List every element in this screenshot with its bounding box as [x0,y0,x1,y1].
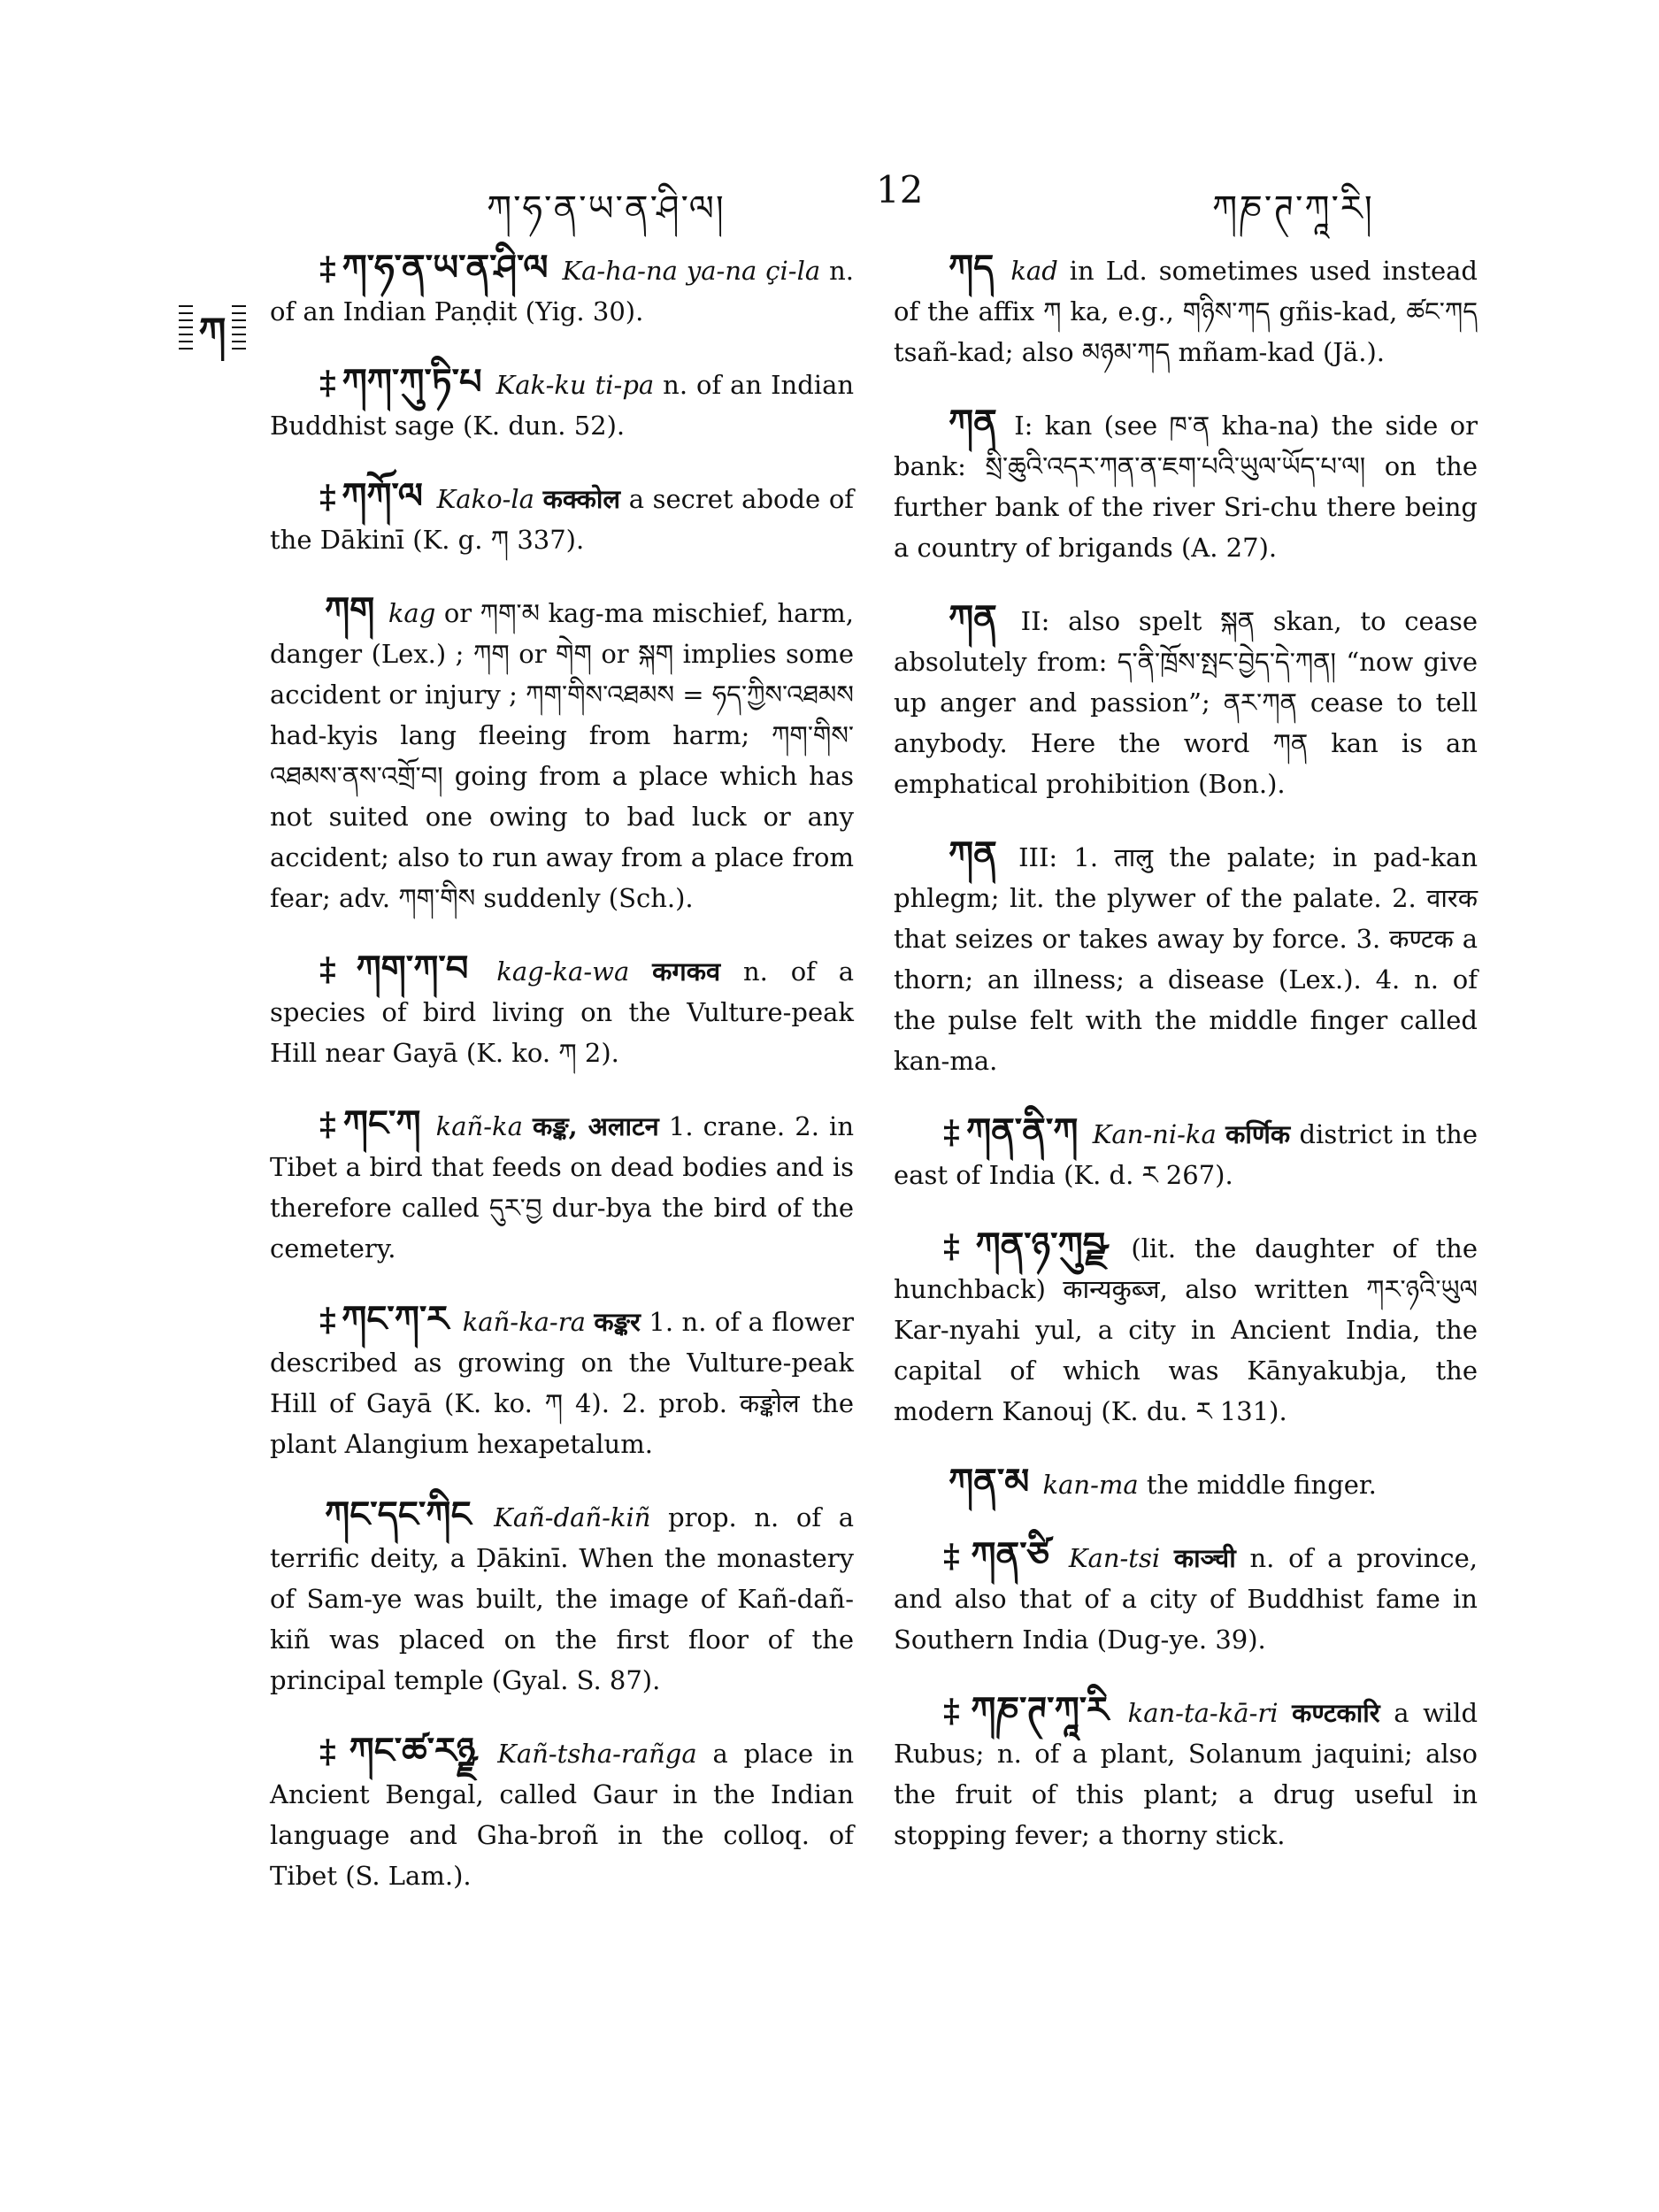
dagger-mark: ‡ [943,1538,966,1575]
definition-text: (lit. the daughter of the hunchback) कान्यकुब्ज, also written ཀར་ཉའི་ཡུལ Kar-nyahi yul, a city in Ancient India, the capital of which was Kānyakubja, the modern Kanouj (K. du. ར 131). [894,1233,1478,1426]
transliteration: kad [1010,256,1058,286]
definition-text: 1. crane. 2. in Tibet a bird that feeds on dead bodies and is therefore called དུར་བྱ dur-bya the bird of the cemetery. [270,1111,854,1263]
tibetan-headword: ཀད [949,247,995,288]
dictionary-entry [270,1299,854,1464]
dictionary-entry [894,1225,1478,1432]
dictionary-entry [270,1731,854,1896]
dagger-mark: ‡ [319,1733,344,1770]
definition-text: prop. n. of a terrific deity, a Ḍākinī. When the monastery of Sam-ye was built, the image of Kañ-dañ-kiñ was placed on the first floor of the principal temple (Gyal. S. 87). [270,1502,854,1695]
definition-text: a wild Rubus; n. of a plant, Solanum jaquini; also the fruit of this plant; a drug useful in stopping fever; a thorny stick. [894,1698,1479,1850]
transliteration: kañ-ka [435,1111,523,1141]
tibetan-headword: ཀན [949,402,997,443]
definition-text: n. of a province, and also that of a city of Buddhist fame in Southern India (Dug-ye. 39). [894,1543,1479,1655]
tibetan-headword: ཀང་ཚ་རཉྫ [349,1730,477,1771]
dagger-mark: ‡ [319,250,337,288]
transliteration: kañ-ka-ra [462,1307,586,1337]
sanskrit-equivalent: कण्टकारि [1292,1698,1380,1728]
transliteration: Kak-ku ti-pa [495,370,655,400]
svg-text:ཀ: ཀ [198,310,227,355]
dictionary-entry [894,1111,1478,1195]
definition-text: district in the east of India (K. d. ར 267). [894,1119,1478,1190]
dictionary-entry [894,403,1478,568]
sanskrit-equivalent: कक्कोल [542,484,621,514]
dictionary-entry [270,476,854,560]
dictionary-entry [894,1462,1478,1505]
tibetan-headword: ཀན [949,833,997,875]
dagger-mark: ‡ [943,1228,971,1265]
left-column [270,248,854,1926]
dagger-mark: ‡ [943,1114,961,1151]
margin-ka-mark [177,299,248,361]
transliteration: Kan-tsi [1068,1543,1161,1573]
dictionary-entry [270,362,854,446]
definition-text: n. of a species of bird living on the Vulture-peak Hill near Gayā (K. ko. ཀ 2). [270,956,855,1068]
transliteration: Kañ-tsha-rañga [497,1739,697,1769]
definition-text: a secret abode of the Dākinī (K. g. ཀ 337). [270,484,855,555]
dagger-mark: ‡ [319,479,337,516]
definition-text: a place in Ancient Bengal, called Gaur in the Indian language and Gha-broñ in the colloq. of Tibet (S. Lam.). [270,1739,855,1891]
tibetan-headword: ཀན་ཙི [971,1534,1050,1576]
tibetan-headword: ཀ་ཧ་ན་ཡ་ན་ཤི་ལ [342,247,549,288]
sanskrit-equivalent: काञ्ची [1173,1543,1236,1573]
tibetan-headword: ཀན་ནི་ཀ [965,1110,1079,1152]
definition-text: n. of an Indian Buddhist sage (K. dun. 52). [270,370,855,441]
dagger-mark: ‡ [319,951,351,988]
dictionary-entry [270,1494,854,1701]
right-column [894,248,1478,1886]
dictionary-entry [270,590,854,918]
definition-text: III: 1. तालु the palate; in pad-kan phlegm; lit. the plywer of the palate. 2. वारक that seizes or takes away by force. 3. कण्टक a thorn; an illness; a disease (Lex.). 4. n. of the pulse felt with the middle finger called kan-ma. [894,842,1479,1076]
dictionary-entry [894,248,1478,373]
definition-text: or ཀག་མ kag-ma mischief, harm, danger (Lex.) ; ཀག or གེག or སྐག implies some accident or injury ; ཀག་གིས་འཐམས = ཧད་ཀྱིས་འཐམས had-kyis lang fleeing from harm; ཀག་གིས་འཐམས་ནས་འགྲོ་བ། going from a place which has not suited one owing to bad luck or any accident; also to run away from a place from fear; adv. ཀག་གིས suddenly (Sch.). [270,598,855,913]
tibetan-headword: ཀཀོ་ལ [342,475,423,517]
sanskrit-equivalent: कर्णिक [1225,1119,1291,1149]
tibetan-headword: ཀན་མ [949,1461,1030,1502]
tibetan-headword: ཀག [325,589,375,631]
dictionary-entry [270,248,854,332]
tibetan-headword: ཀག་ཀ་བ [356,948,469,989]
tibetan-headword: ཀང་དང་ཀིང [325,1494,472,1535]
definition-text: n. of an Indian Paṇḍit (Yig. 30). [270,256,855,326]
transliteration: kan-ma [1042,1470,1139,1500]
tibetan-headword: ཀན [949,597,997,639]
dictionary-entry [894,1535,1478,1660]
tibetan-headword: ཀན་ཉ་ཀུབྫ [975,1225,1108,1266]
sanskrit-equivalent: कगकव [652,956,721,987]
dictionary-entry [894,1690,1478,1855]
transliteration: Kañ-dañ-kiñ [494,1502,651,1532]
page-header [0,168,1659,229]
tibetan-headword: ཀཎ་ཊ་ཀཱ་རི [971,1689,1110,1731]
tibetan-headword: ཀཀ་ཀུ་ཏི་པ [342,361,482,403]
dictionary-entry [270,1103,854,1269]
definition-text: I: kan (see ཁ་ན kha-na) the side or bank: སྲི་ཆུའི་འདར་ཀན་ན་ཇག་པའི་ཡུལ་ཡོད་པ་ལ། on the further bank of the river Sri-chu there being a country of brigands (A. 27). [894,411,1478,563]
page-number: 12 [876,168,924,211]
dictionary-entry [894,834,1478,1081]
dagger-mark: ‡ [319,365,337,402]
sanskrit-equivalent: कङ्कर [594,1307,641,1337]
dagger-mark: ‡ [319,1302,337,1339]
dagger-mark: ‡ [319,1106,338,1143]
header-left-title: ཀ་ཧ་ན་ཡ་ན་ཤི་ལ། [487,188,726,229]
tibetan-headword: ཀང་ཀ [342,1102,421,1144]
transliteration: Ka-ha-na ya-na çi-la [562,256,821,286]
transliteration: Kako-la [436,484,534,514]
definition-text: II: also spelt སྐན skan, to cease absolutely from: ད་ནི་ཁྲོས་སྤང་བྱེད་དེ་ཀན། “now give up anger and passion”; ནར་ཀན cease to tell anybody. Here the word ཀན kan is an emphatical prohibition (Bon.). [894,606,1478,799]
transliteration: kan-ta-kā-ri [1127,1698,1279,1728]
transliteration: kag [388,598,436,628]
header-right-title: ཀཎ་ཊ་ཀཱ་རི། [1212,188,1374,229]
dictionary-entry [270,949,854,1073]
transliteration: Kan-ni-ka [1092,1119,1217,1149]
transliteration: kag-ka-wa [496,956,630,987]
dictionary-entry [894,598,1478,804]
definition-text: in Ld. sometimes used instead of the affix ཀ ka, e.g., གཉིས་ཀད gñis-kad, ཚང་ཀད tsañ-kad; also མཉམ་ཀད mñam-kad (Jä.). [894,256,1478,367]
dagger-mark: ‡ [943,1693,966,1730]
tibetan-headword: ཀང་ཀ་ར [342,1298,449,1340]
sanskrit-equivalent: कङ्क, अलाटन [533,1111,659,1141]
definition-text: the middle finger. [1146,1470,1377,1500]
definition-text: 1. n. of a flower described as growing on the Vulture-peak Hill of Gayā (K. ko. ཀ 4). 2. prob. कङ्कोल the plant Alangium hexapetalum. [270,1307,855,1459]
